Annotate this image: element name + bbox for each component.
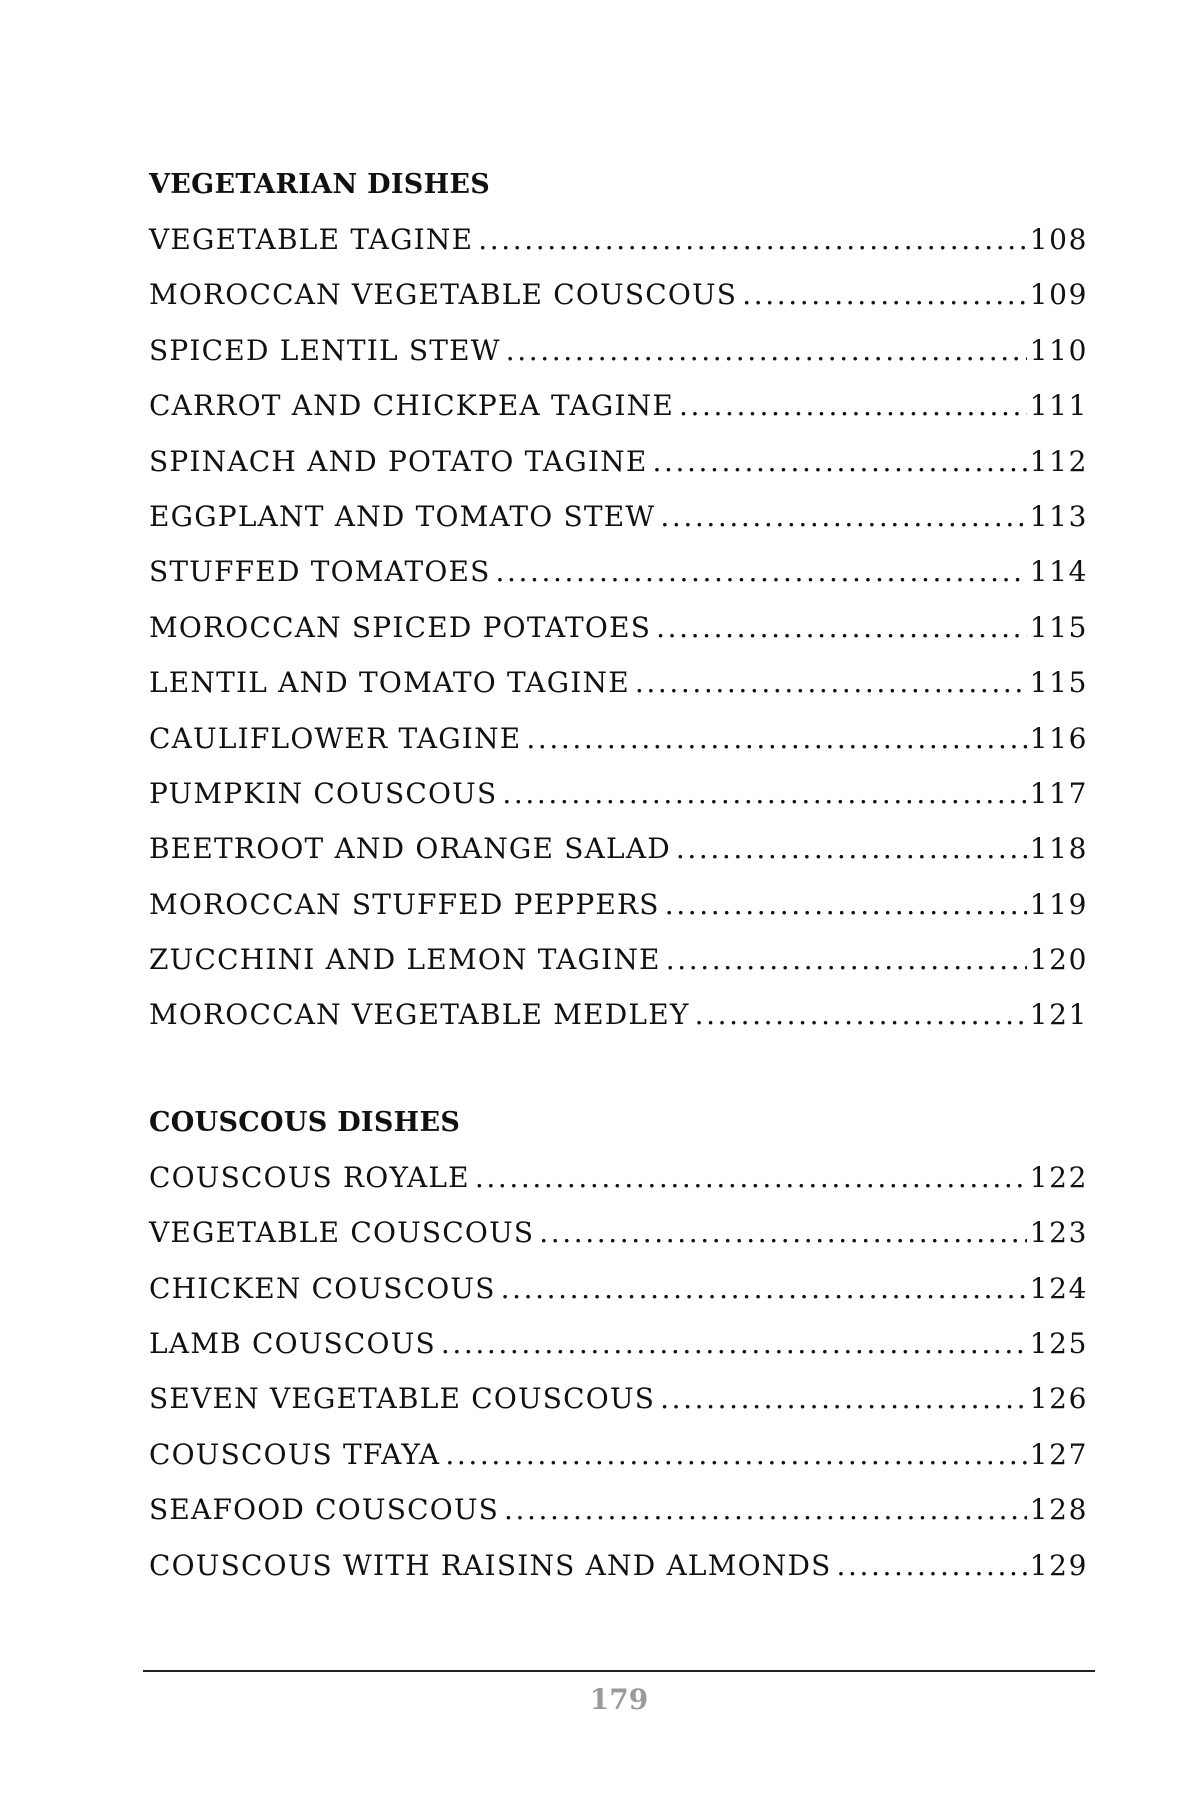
entry-title: COUSCOUS TFAYA xyxy=(149,1437,441,1471)
toc-entry xyxy=(149,212,1088,267)
table-of-contents xyxy=(149,158,1088,1593)
entry-page-number: 129 xyxy=(1029,1548,1088,1582)
toc-entry xyxy=(149,711,1088,766)
entry-page-number: 122 xyxy=(1029,1160,1088,1194)
toc-entry xyxy=(149,1205,1088,1260)
entry-page-number: 127 xyxy=(1029,1437,1088,1471)
entry-page-number: 111 xyxy=(1029,389,1088,423)
dot-leader xyxy=(666,932,1027,987)
page-number: 179 xyxy=(589,1683,649,1716)
dot-leader xyxy=(695,987,1027,1042)
dot-leader xyxy=(441,1316,1027,1371)
toc-entry-list xyxy=(149,212,1088,1043)
entry-page-number: 109 xyxy=(1029,278,1088,312)
entry-page-number: 113 xyxy=(1029,499,1088,533)
toc-entry xyxy=(149,267,1088,322)
toc-entry xyxy=(149,655,1088,710)
entry-title: VEGETABLE TAGINE xyxy=(149,223,474,256)
dot-leader xyxy=(475,1150,1027,1205)
dot-leader xyxy=(656,600,1027,655)
entry-title: LENTIL AND TOMATO TAGINE xyxy=(149,666,630,700)
entry-page-number: 121 xyxy=(1029,998,1088,1032)
toc-entry xyxy=(149,1261,1088,1316)
dot-leader xyxy=(742,267,1027,322)
toc-entry xyxy=(149,378,1088,433)
entry-title: PUMPKIN COUSCOUS xyxy=(149,776,498,810)
entry-page-number: 126 xyxy=(1029,1382,1088,1416)
footer-divider xyxy=(143,1670,1095,1672)
entry-title: CAULIFLOWER TAGINE xyxy=(149,721,522,755)
dot-leader xyxy=(504,1482,1027,1537)
toc-entry xyxy=(149,544,1088,599)
toc-entry xyxy=(149,766,1088,821)
toc-section-vegetarian-dishes xyxy=(149,158,1088,1043)
entry-page-number: 114 xyxy=(1029,555,1088,589)
dot-leader xyxy=(660,489,1026,544)
toc-entry xyxy=(149,434,1088,489)
entry-title: COUSCOUS WITH RAISINS AND ALMONDS xyxy=(149,1548,832,1582)
entry-page-number: 125 xyxy=(1029,1327,1088,1361)
dot-leader xyxy=(526,711,1026,766)
dot-leader xyxy=(539,1205,1026,1260)
entry-page-number: 115 xyxy=(1029,666,1088,700)
entry-title: MOROCCAN SPICED POTATOES xyxy=(149,610,652,644)
toc-entry xyxy=(149,1482,1088,1537)
entry-title: COUSCOUS ROYALE xyxy=(149,1160,470,1194)
entry-page-number: 119 xyxy=(1029,887,1088,921)
toc-entry xyxy=(149,1316,1088,1371)
toc-entry xyxy=(149,1427,1088,1482)
dot-leader xyxy=(665,877,1027,932)
entry-title: SEVEN VEGETABLE COUSCOUS xyxy=(149,1382,656,1416)
entry-title: MOROCCAN VEGETABLE MEDLEY xyxy=(149,998,690,1032)
entry-title: STUFFED TOMATOES xyxy=(149,555,491,589)
entry-page-number: 112 xyxy=(1029,444,1088,478)
dot-leader xyxy=(501,1261,1027,1316)
entry-title: SEAFOOD COUSCOUS xyxy=(149,1493,500,1527)
toc-entry xyxy=(149,600,1088,655)
dot-leader xyxy=(660,1371,1027,1426)
dot-leader xyxy=(653,434,1027,489)
toc-entry xyxy=(149,489,1088,544)
entry-page-number: 120 xyxy=(1029,943,1088,977)
entry-title: MOROCCAN VEGETABLE COUSCOUS xyxy=(149,278,738,312)
entry-page-number: 110 xyxy=(1029,333,1088,367)
entry-page-number: 115 xyxy=(1029,610,1088,644)
toc-entry xyxy=(149,323,1088,378)
entry-page-number: 118 xyxy=(1029,832,1088,866)
dot-leader xyxy=(506,323,1027,378)
entry-title: ZUCCHINI AND LEMON TAGINE xyxy=(149,943,661,977)
entry-title: VEGETABLE COUSCOUS xyxy=(149,1216,535,1250)
dot-leader xyxy=(445,1427,1026,1482)
entry-title: BEETROOT AND ORANGE SALAD xyxy=(149,832,671,866)
entry-page-number: 124 xyxy=(1029,1271,1088,1305)
toc-entry-list xyxy=(149,1150,1088,1593)
dot-leader xyxy=(836,1538,1026,1593)
dot-leader xyxy=(635,655,1027,710)
dot-leader xyxy=(679,378,1027,433)
toc-entry xyxy=(149,987,1088,1042)
entry-page-number: 128 xyxy=(1029,1493,1088,1527)
entry-page-number: 108 xyxy=(1029,223,1088,256)
entry-title: SPINACH AND POTATO TAGINE xyxy=(149,444,648,478)
entry-title: LAMB COUSCOUS xyxy=(149,1327,436,1361)
entry-title: SPICED LENTIL STEW xyxy=(149,333,501,367)
toc-section-couscous-dishes xyxy=(149,1096,1088,1593)
dot-leader xyxy=(496,544,1027,599)
toc-entry xyxy=(149,1150,1088,1205)
toc-entry xyxy=(149,932,1088,987)
section-heading: VEGETARIAN DISHES xyxy=(149,169,491,200)
toc-entry xyxy=(149,877,1088,932)
entry-title: CHICKEN COUSCOUS xyxy=(149,1271,496,1305)
toc-entry xyxy=(149,1538,1088,1593)
entry-title: CARROT AND CHICKPEA TAGINE xyxy=(149,389,674,423)
toc-entry xyxy=(149,821,1088,876)
toc-entry xyxy=(149,1371,1088,1426)
entry-page-number: 123 xyxy=(1029,1216,1088,1250)
dot-leader xyxy=(676,821,1027,876)
entry-title: MOROCCAN STUFFED PEPPERS xyxy=(149,887,660,921)
dot-leader xyxy=(502,766,1026,821)
dot-leader xyxy=(478,212,1026,267)
entry-page-number: 116 xyxy=(1029,721,1088,755)
section-heading: COUSCOUS DISHES xyxy=(149,1106,461,1138)
entry-title: EGGPLANT AND TOMATO STEW xyxy=(149,499,656,533)
entry-page-number: 117 xyxy=(1029,776,1088,810)
